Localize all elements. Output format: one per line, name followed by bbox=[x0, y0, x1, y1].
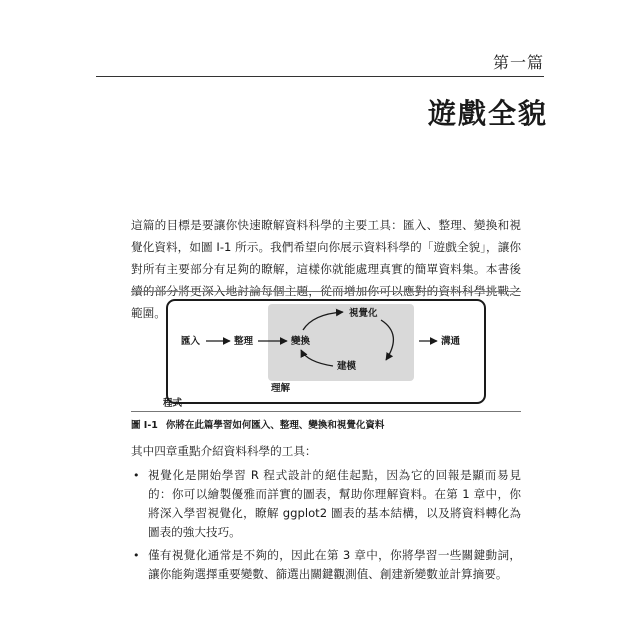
node-import: 匯入 bbox=[181, 336, 201, 347]
part-label: 第一篇 bbox=[492, 53, 544, 72]
list-item bbox=[131, 546, 521, 584]
figure-I-1 bbox=[131, 291, 521, 412]
understand-label: 理解 bbox=[271, 383, 291, 394]
bullet-marker: • bbox=[133, 469, 140, 482]
figure-caption-number: 圖 I-1 bbox=[131, 420, 158, 431]
bullet-list bbox=[131, 466, 521, 588]
list-item bbox=[131, 466, 521, 542]
node-model: 建模 bbox=[337, 361, 357, 372]
figure-caption-text: 你將在此篇學習如何匯入、整理、變換和視覺化資料 bbox=[165, 420, 385, 431]
node-communicate: 溝通 bbox=[441, 336, 461, 347]
program-label: 程式 bbox=[163, 398, 183, 409]
section-lead: 其中四章重點介紹資料科學的工具： bbox=[131, 444, 317, 458]
bullet-marker: • bbox=[133, 549, 140, 562]
part-title: 遊戲全貌 bbox=[427, 97, 548, 130]
workflow-diagram bbox=[131, 292, 521, 411]
bullet-text: 僅有視覺化通常是不夠的，因此在第 3 章中，你將學習一些關鍵動詞，讓你能夠選擇重要變數、篩選出關鍵觀測值、創建新變數並計算摘要。 bbox=[148, 548, 521, 581]
header-rule bbox=[96, 76, 544, 77]
node-visualize: 視覺化 bbox=[349, 308, 378, 319]
intro-paragraph: 這篇的目標是要讓你快速瞭解資料科學的主要工具：匯入、整理、變換和視覺化資料，如圖 I-1 所示。我們希望向你展示資料科學的「遊戲全貌」，讓你對所有主要部分有足夠的瞭解，這樣你就能處理真實的簡單資料集。本書後續的部分將更深入地討論每個主題，從而增加你可以應對的資料科學挑戰之範圍。 bbox=[131, 218, 521, 320]
bullet-text: 視覺化是開始學習 R 程式設計的絕佳起點，因為它的回報是顯而易見的：你可以繪製優雅而詳實的圖表，幫助你理解資料。在第 1 章中，你將深入學習視覺化，瞭解 ggplot2 圖表的基本結構，以及將資料轉化為圖表的強大技巧。 bbox=[148, 468, 521, 539]
figure-caption bbox=[131, 417, 384, 431]
node-tidy: 整理 bbox=[234, 336, 254, 347]
node-transform: 變換 bbox=[291, 336, 311, 347]
